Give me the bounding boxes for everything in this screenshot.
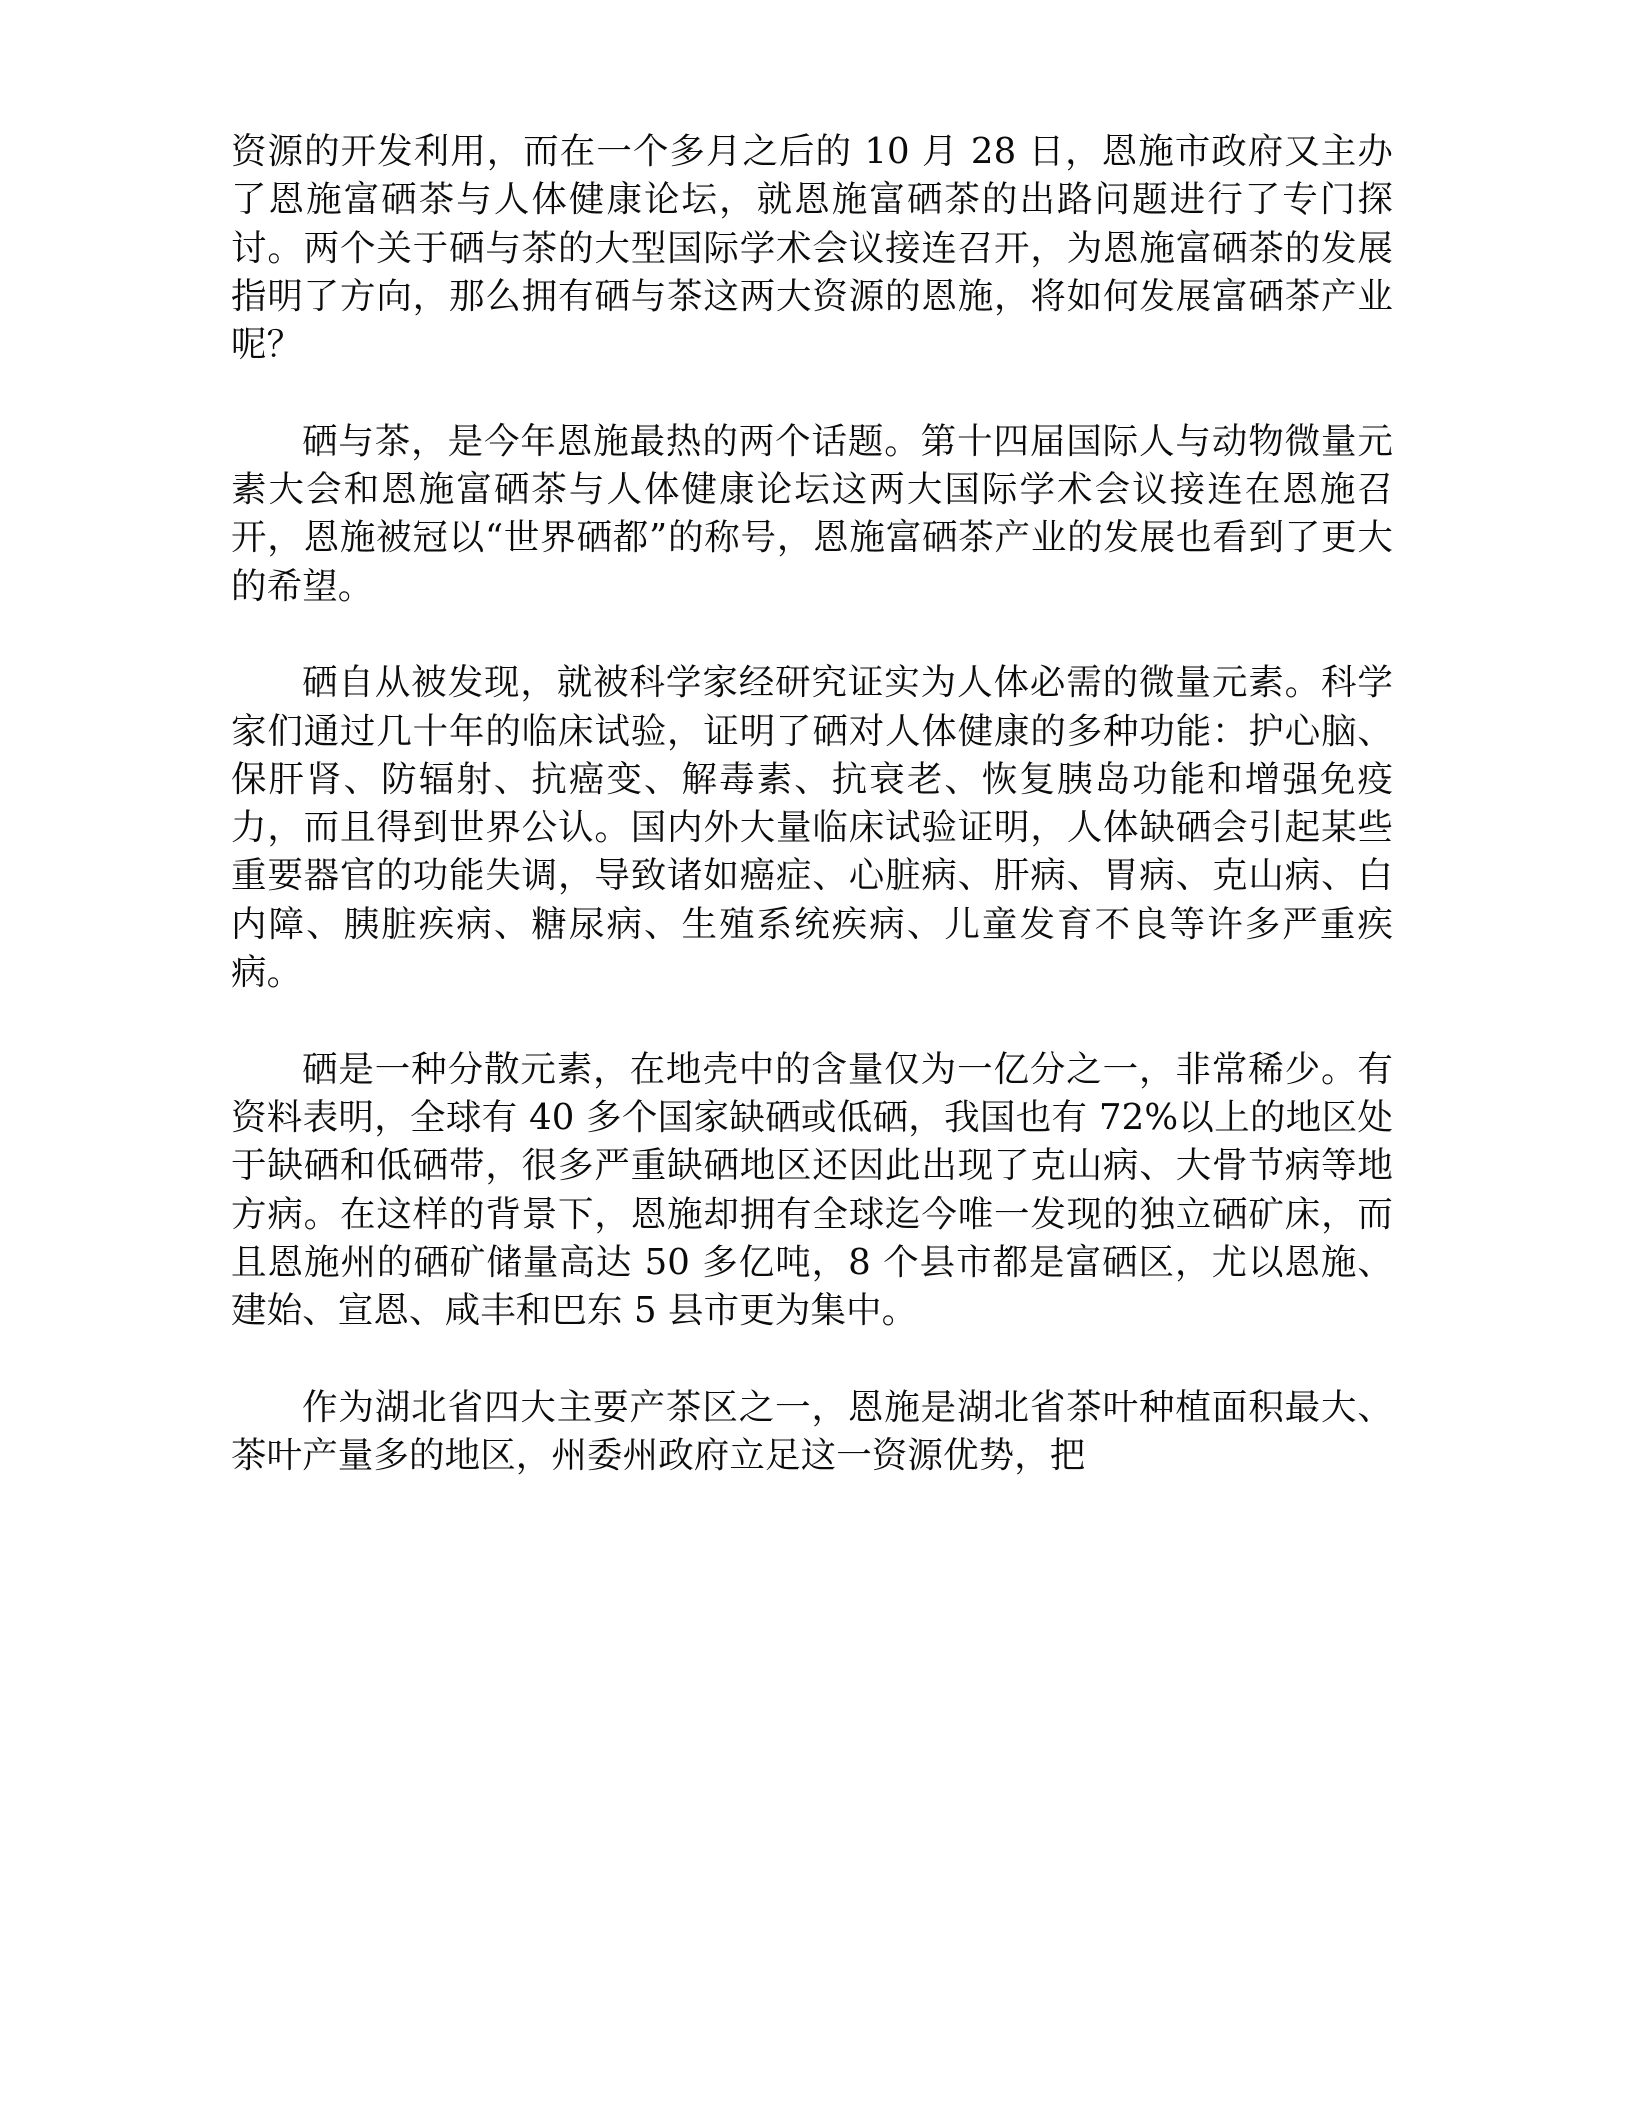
paragraph-2: 硒与茶，是今年恩施最热的两个话题。第十四届国际人与动物微量元素大会和恩施富硒茶与人体健康论坛这两大国际学术会议接连在恩施召开，恩施被冠以“世界硒都”的称号，恩施富硒茶产业的发展也看到了更大的希望。 xyxy=(231,420,1393,607)
body-text-column xyxy=(231,128,1393,1480)
paragraph-5: 作为湖北省四大主要产茶区之一，恩施是湖北省茶叶种植面积最大、茶叶产量多的地区，州委州政府立足这一资源优势，把 xyxy=(231,1386,1393,1477)
paragraph-4: 硒是一种分散元素，在地壳中的含量仅为一亿分之一，非常稀少。有资料表明，全球有 40 多个国家缺硒或低硒，我国也有 72%以上的地区处于缺硒和低硒带，很多严重缺硒地区还因此出现了克山病、大骨节病等地方病。在这样的背景下，恩施却拥有全球迄今唯一发现的独立硒矿床，而且恩施州的硒矿储量高达 50 多亿吨，8 个县市都是富硒区，尤以恩施、建始、宣恩、咸丰和巴东 5 县市更为集中。 xyxy=(231,1048,1393,1332)
paragraph-1: 资源的开发利用，而在一个多月之后的 10 月 28 日，恩施市政府又主办了恩施富硒茶与人体健康论坛，就恩施富硒茶的出路问题进行了专门探讨。两个关于硒与茶的大型国际学术会议接连召开，为恩施富硒茶的发展指明了方向，那么拥有硒与茶这两大资源的恩施，将如何发展富硒茶产业呢？ xyxy=(231,131,1393,366)
paragraph-3: 硒自从被发现，就被科学家经研究证实为人体必需的微量元素。科学家们通过几十年的临床试验，证明了硒对人体健康的多种功能：护心脑、保肝肾、防辐射、抗癌变、解毒素、抗衰老、恢复胰岛功能和增强免疫力，而且得到世界公认。国内外大量临床试验证明，人体缺硒会引起某些重要器官的功能失调，导致诸如癌症、心脏病、肝病、胃病、克山病、白内障、胰脏疾病、糖尿病、生殖系统疾病、儿童发育不良等许多严重疾病。 xyxy=(231,662,1393,994)
